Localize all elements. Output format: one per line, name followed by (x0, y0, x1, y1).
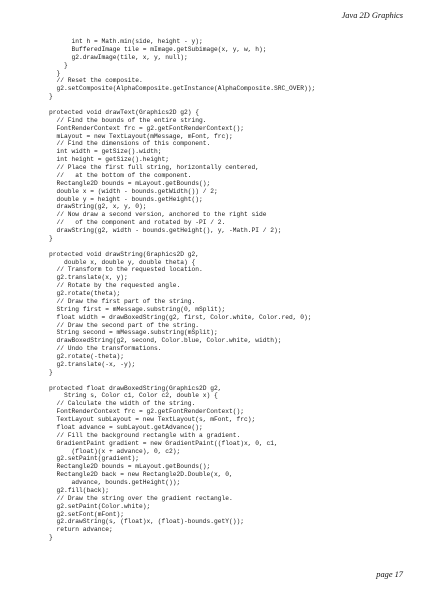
code-line: String s, Color c1, Color c2, double x) { (49, 392, 218, 400)
code-line: drawString(g2, width - bounds.getHeight(), y, -Math.PI / 2); (49, 227, 282, 234)
code-line: // Draw the first part of the string. (49, 297, 196, 305)
code-line (49, 243, 409, 251)
code-line: // Find the bounds of the entire string. (49, 116, 207, 124)
code-line: drawString(g2, x, y, 0); (49, 203, 147, 211)
code-line: BufferedImage tile = mImage.getSubimage(x, y, w, h); (49, 45, 267, 53)
code-line: float width = drawBoxedString(g2, first, Color.white, Color.red, 0); (49, 313, 312, 321)
code-line: g2.setFont(mFont); (49, 510, 125, 518)
code-line: g2.translate(-x, -y); (49, 360, 136, 368)
running-header: Java 2D Graphics (341, 11, 403, 20)
code-line: } (49, 93, 53, 101)
code-line: g2.drawString(s, (float)x, (float)-bounds.getY()); (49, 518, 245, 526)
page-number: page 17 (376, 570, 403, 579)
code-line: // of the component and rotated by -PI / 2. (49, 219, 226, 227)
code-line: (float)(x + advance), 0, c2); (49, 447, 181, 455)
code-line: // Rotate by the requested angle. (49, 282, 181, 290)
code-line: } (49, 534, 53, 542)
code-line: // Draw the string over the gradient rectangle. (49, 494, 233, 502)
code-listing (49, 38, 409, 542)
code-line: // at the bottom of the component. (49, 171, 192, 179)
code-line: } (49, 61, 68, 69)
code-line: // Calculate the width of the string. (49, 400, 196, 408)
code-line: GradientPaint gradient = new GradientPaint((float)x, 0, c1, (49, 439, 278, 447)
code-line: float advance = subLayout.getAdvance(); (49, 423, 203, 431)
code-line: double y = height - bounds.getHeight(); (49, 195, 203, 203)
code-line: } (49, 69, 61, 77)
code-line: int h = Math.min(side, height - y); (49, 38, 203, 45)
code-line: FontRenderContext frc = g2.getFontRenderContext(); (49, 408, 245, 416)
code-line: mLayout = new TextLayout(mMessage, mFont, frc); (49, 132, 233, 140)
code-line: Rectangle2D bounds = mLayout.getBounds(); (49, 179, 211, 187)
code-line: Rectangle2D back = new Rectangle2D.Double(x, 0, (49, 471, 233, 479)
code-line: int height = getSize().height; (49, 156, 170, 164)
code-line: FontRenderContext frc = g2.getFontRenderContext(); (49, 124, 245, 132)
code-line: int width = getSize().width; (49, 148, 162, 156)
code-line: // Reset the composite. (49, 77, 143, 85)
code-line: // Find the dimensions of this component. (49, 140, 211, 148)
code-line: Rectangle2D bounds = mLayout.getBounds(); (49, 463, 211, 471)
code-line: g2.fill(back); (49, 486, 110, 494)
code-line: protected float drawBoxedString(Graphics2D g2, (49, 384, 222, 392)
code-line: g2.rotate(theta); (49, 290, 121, 297)
code-line: } (49, 234, 53, 242)
code-line: g2.drawImage(tile, x, y, null); (49, 53, 188, 61)
code-line: g2.translate(x, y); (49, 274, 128, 282)
code-line: g2.setComposite(AlphaComposite.getInstance(AlphaComposite.SRC_OVER)); (49, 85, 316, 93)
code-line: g2.setPaint(gradient); (49, 455, 140, 463)
code-line: advance, bounds.getHeight()); (49, 479, 181, 486)
code-line: } (49, 368, 53, 376)
code-line: protected void drawString(Graphics2D g2, (49, 250, 200, 258)
code-line: protected void drawText(Graphics2D g2) { (49, 108, 200, 116)
code-line: // Now draw a second version, anchored to the right side (49, 211, 267, 219)
code-line: drawBoxedString(g2, second, Color.blue, Color.white, width); (49, 337, 282, 345)
code-line (49, 377, 409, 385)
code-line: // Draw the second part of the string. (49, 321, 200, 329)
code-line: TextLayout subLayout = new TextLayout(s, mFont, frc); (49, 416, 256, 423)
code-line: // Place the first full string, horizontally centered, (49, 164, 260, 171)
code-line: // Transform to the requested location. (49, 266, 203, 274)
code-line: g2.setPaint(Color.white); (49, 502, 151, 510)
code-line: String first = mMessage.substring(0, mSplit); (49, 305, 226, 313)
code-line: double x = (width - bounds.getWidth()) / 2; (49, 187, 218, 195)
code-line: String second = mMessage.substring(mSplit); (49, 329, 218, 337)
code-line: // Fill the background rectangle with a gradient. (49, 431, 241, 439)
code-line: g2.rotate(-theta); (49, 353, 125, 360)
code-line: return advance; (49, 526, 113, 534)
code-line: double x, double y, double theta) { (49, 258, 196, 266)
code-line (49, 101, 409, 109)
code-line: // Undo the transformations. (49, 345, 162, 353)
